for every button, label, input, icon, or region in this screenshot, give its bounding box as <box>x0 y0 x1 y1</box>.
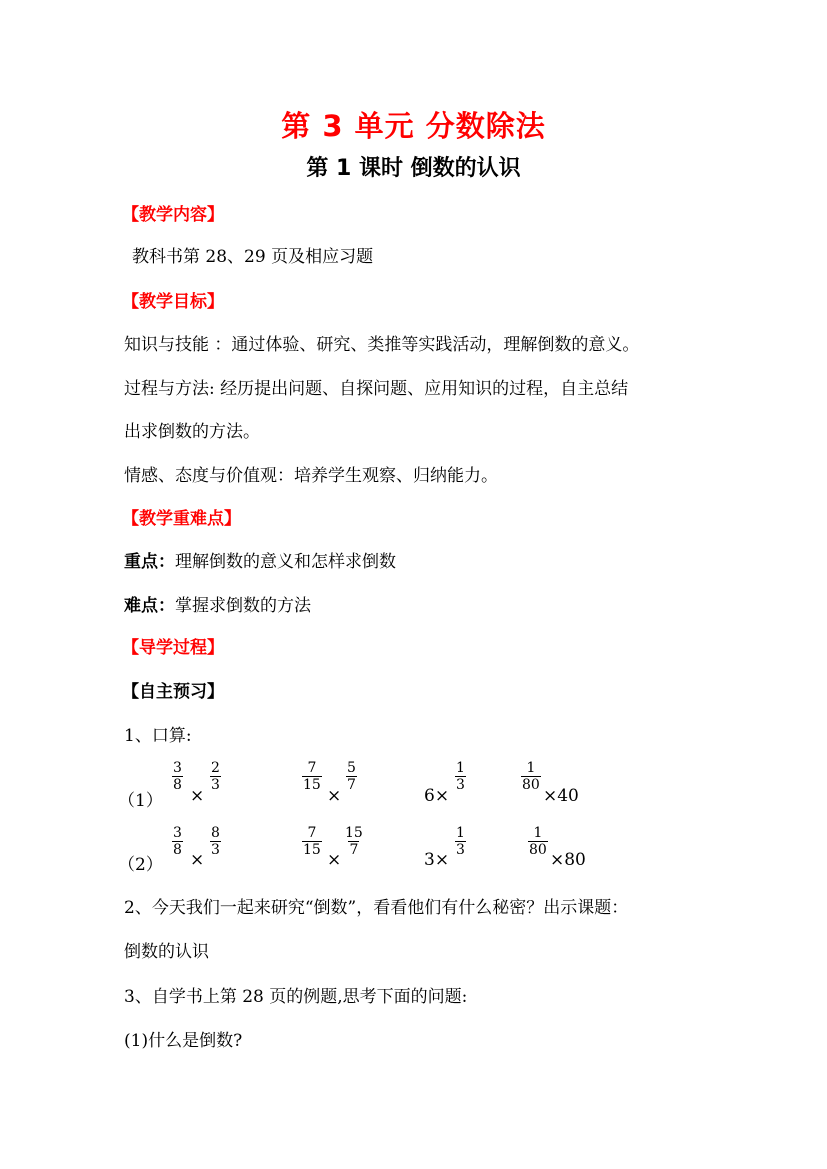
fraction: $\frac{7}{15}$ <box>303 825 321 858</box>
fraction: $\frac{5}{7}$ <box>347 760 356 793</box>
page-title: 第 3 单元 分数除法 <box>281 109 546 143</box>
row2-label: （2） <box>118 855 163 875</box>
fraction: $\frac{1}{3}$ <box>456 825 465 858</box>
fraction: $\frac{1}{80}$ <box>529 825 547 858</box>
times-whole: ×40 <box>543 786 579 806</box>
item-1-oral-calc: 1、口算: <box>124 726 192 746</box>
difficult-point-label: 难点： <box>124 596 175 616</box>
difficult-point-text: 掌握求倒数的方法 <box>175 596 311 616</box>
key-point-label: 重点： <box>124 552 175 572</box>
fraction: $\frac{2}{3}$ <box>211 760 220 793</box>
times-whole: ×80 <box>550 850 586 870</box>
item-2-line1: 2、今天我们一起来研究“倒数”，看看他们有什么秘密？出示课题： <box>124 898 629 918</box>
section-heading-preview: 【自主预习】 <box>122 682 224 702</box>
times-sign: × <box>327 850 342 870</box>
item-3: 3、自学书上第 28 页的例题,思考下面的问题: <box>124 987 468 1007</box>
times-sign: × <box>327 786 342 806</box>
key-point <box>124 547 396 572</box>
content-text: 教科书第 28、29 页及相应习题 <box>132 247 374 267</box>
fraction: $\frac{3}{8}$ <box>173 825 182 858</box>
times-sign: × <box>190 850 205 870</box>
fraction: $\frac{3}{8}$ <box>173 760 182 793</box>
difficult-point <box>124 591 311 616</box>
section-heading-process: 【导学过程】 <box>122 638 224 658</box>
goal-process-line1: 过程与方法: 经历提出问题、自探问题、应用知识的过程，自主总结 <box>124 379 629 399</box>
goal-process-line2: 出求倒数的方法。 <box>124 422 260 442</box>
goal-knowledge: 知识与技能 ：通过体验、研究、类推等实践活动，理解倒数的意义。 <box>124 335 640 355</box>
fraction: $\frac{1}{3}$ <box>456 760 465 793</box>
question-1: (1)什么是倒数? <box>124 1031 243 1051</box>
fraction: $\frac{7}{15}$ <box>303 760 321 793</box>
goal-emotion: 情感、态度与价值观：培养学生观察、归纳能力。 <box>124 466 498 486</box>
section-heading-keypoints: 【教学重难点】 <box>122 509 241 529</box>
fraction: $\frac{1}{80}$ <box>522 760 540 793</box>
fraction: $\frac{8}{3}$ <box>211 825 220 858</box>
times-sign: × <box>190 786 205 806</box>
whole-times: 3× <box>424 850 450 870</box>
key-point-text: 理解倒数的意义和怎样求倒数 <box>175 552 396 572</box>
row1-label: （1） <box>118 791 163 811</box>
section-heading-content: 【教学内容】 <box>122 205 224 225</box>
section-heading-goals: 【教学目标】 <box>122 292 224 312</box>
whole-times: 6× <box>424 786 450 806</box>
item-2-line2: 倒数的认识 <box>124 942 209 962</box>
lesson-subtitle: 第 1 课时 倒数的认识 <box>306 156 521 181</box>
fraction: $\frac{15}{7}$ <box>345 825 363 858</box>
